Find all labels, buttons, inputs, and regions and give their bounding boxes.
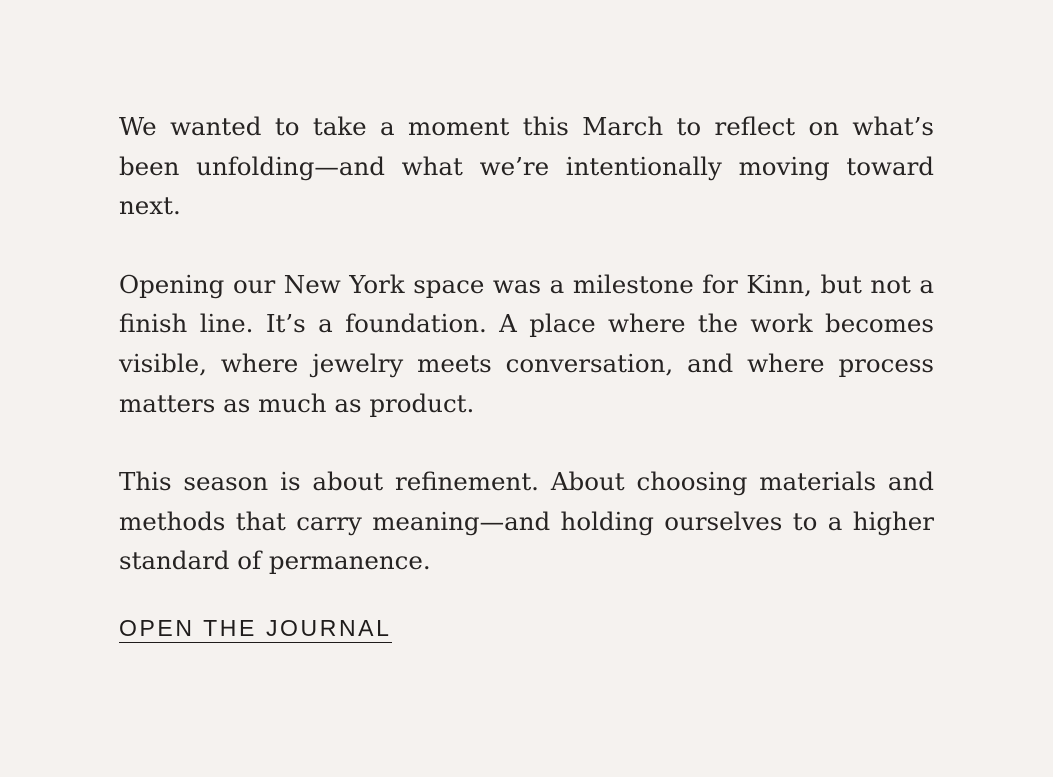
- intro-paragraph-3: This season is about refinement. About choosing materials and methods that carry meaning—and holding ourselves to a higher standard of permanence.: [119, 467, 934, 576]
- intro-paragraph-2: Opening our New York space was a milestone for Kinn, but not a finish line. It’s a foundation. A place where the work becomes visible, where jewelry meets conversation, and where process matters as much as product.: [119, 269, 934, 418]
- cta-container: [119, 615, 392, 643]
- intro-paragraph-1: We wanted to take a moment this March to reflect on what’s been unfolding—and what we’re intentionally moving toward next.: [119, 112, 934, 221]
- open-journal-link[interactable]: OPEN THE JOURNAL: [119, 615, 392, 641]
- journal-intro: [119, 107, 934, 581]
